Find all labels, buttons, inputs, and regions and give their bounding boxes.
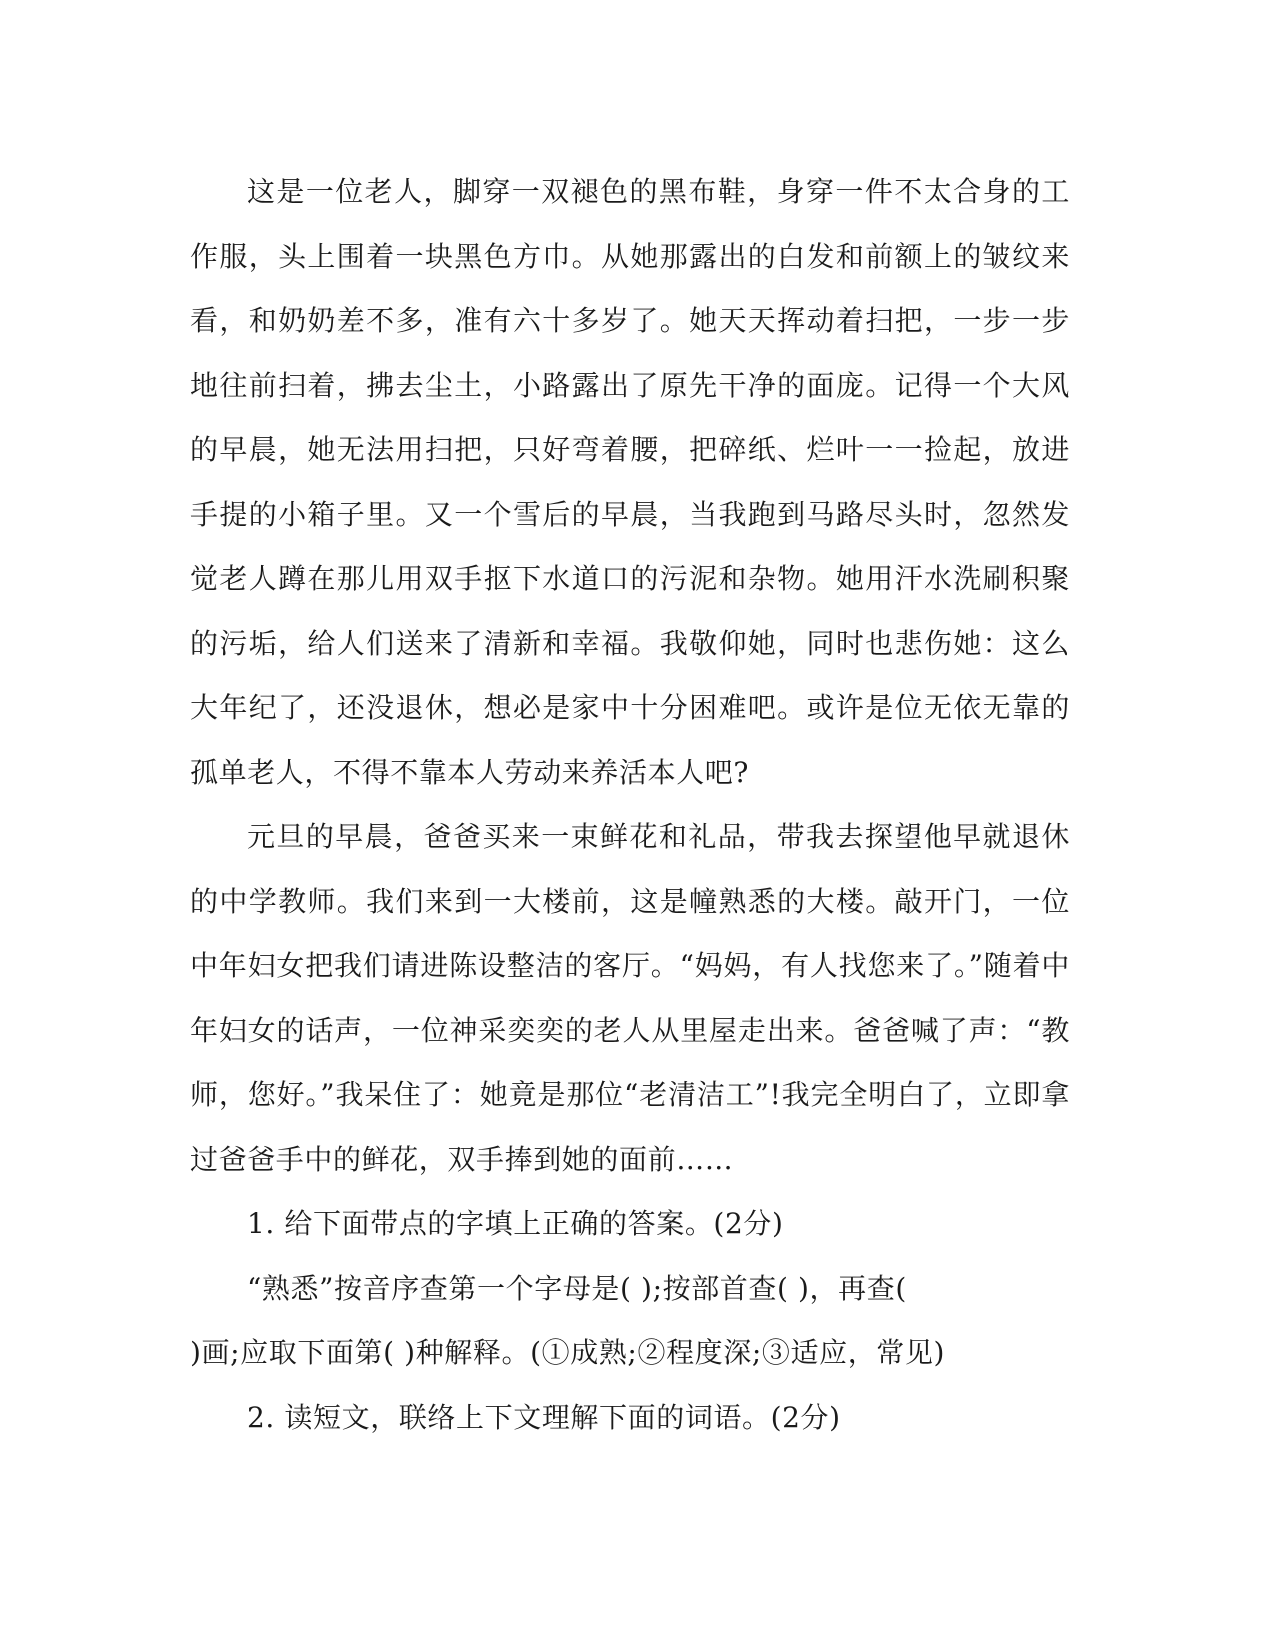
question-2-title: 2. 读短文，联络上下文理解下面的词语。(2分) — [247, 1400, 841, 1434]
passage-paragraph-1: 这是一位老人，脚穿一双褪色的黑布鞋，身穿一件不太合身的工作服，头上围着一块黑色方巾。从她那露出的白发和前额上的皱纹来看，和奶奶差不多，准有六十多岁了。她天天挥动着扫把，一步一步地往前扫着，拂去尘土，小路露出了原先干净的面庞。记得一个大风的早晨，她无法用扫把，只好弯着腰，把碎纸、烂叶一一捡起，放进手提的小箱子里。又一个雪后的早晨，当我跑到马路尽头时，忽然发觉老人蹲在那儿用双手抠下水道口的污泥和杂物。她用汗水洗刷积聚的污垢，给人们送来了清新和幸福。我敬仰她，同时也悲伤她：这么大年纪了，还没退休，想必是家中十分困难吧。或许是位无依无靠的孤单老人，不得不靠本人劳动来养活本人吧? — [190, 175, 1070, 789]
question-1-title: 1. 给下面带点的字填上正确的答案。(2分) — [247, 1207, 784, 1240]
question-1-line-1: “熟悉”按音序查第一个字母是( );按部首查( )，再查( — [247, 1271, 907, 1305]
passage-text — [190, 160, 1070, 1450]
passage-paragraph-2: 元旦的早晨，爸爸买来一束鲜花和礼品，带我去探望他早就退休的中学教师。我们来到一大楼前，这是幢熟悉的大楼。敲开门，一位中年妇女把我们请进陈设整洁的客厅。“妈妈，有人找您来了。”随着中年妇女的话声，一位神采奕奕的老人从里屋走出来。爸爸喊了声：“教师，您好。”我呆住了：她竟是那位“老清洁工”!我完全明白了，立即拿过爸爸手中的鲜花，双手捧到她的面前…… — [190, 820, 1070, 1176]
question-1-line-2: )画;应取下面第( )种解释。(①成熟;②程度深;③适应，常见) — [190, 1336, 946, 1369]
